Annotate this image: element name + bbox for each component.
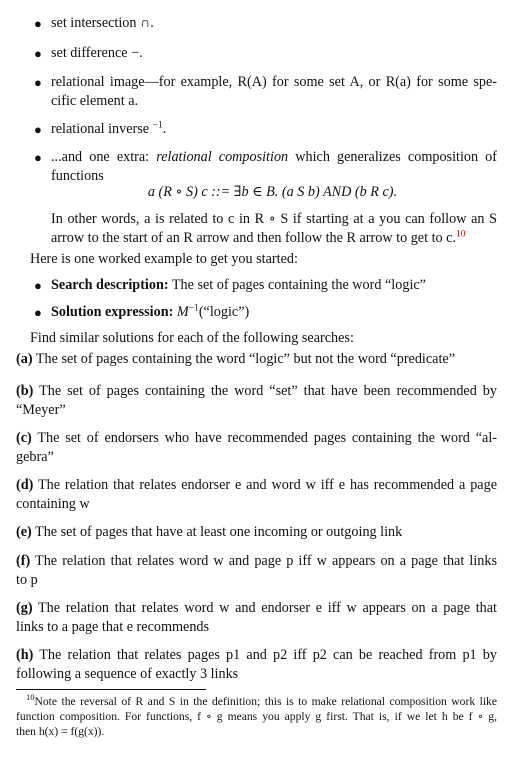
- worked-text: [51, 276, 497, 295]
- worked-label: Search description:: [51, 277, 169, 293]
- problem-label: (h): [16, 647, 34, 663]
- worked-example-intro: Here is one worked example to get you started:: [30, 251, 298, 267]
- problem-item: [16, 599, 497, 618]
- composition-equation: [28, 183, 517, 202]
- worked-value: The set of pages containing the word “logic”: [168, 277, 426, 293]
- bullet-icon: ●: [34, 278, 42, 293]
- bullet-text: set difference −.: [51, 45, 143, 61]
- problem-text: The relation that relates word w and page p iff w appears on a page that links: [30, 553, 497, 569]
- footnote-number: 10: [26, 692, 35, 703]
- worked-value: (“logic”): [198, 304, 250, 320]
- problem-text: The set of pages containing the word “logic” but not the word “predicate”: [32, 351, 456, 367]
- bullet-icon: ●: [34, 305, 42, 320]
- bullet-text-main: relational inverse: [51, 121, 153, 137]
- bullet-text: set intersection ∩.: [51, 15, 154, 31]
- problem-label: (a): [16, 351, 33, 367]
- problem-cont: “Meyer”: [16, 402, 66, 418]
- problem-item: [16, 646, 497, 665]
- bullet-icon: ●: [34, 46, 42, 61]
- problem-text: The set of pages containing the word “set” that have been recommended by: [33, 383, 497, 399]
- worked-superscript: −1: [188, 303, 199, 314]
- explanation-text: arrow to the start of an R arrow and then follow the R arrow to get to c.: [51, 230, 457, 246]
- footnote-text: Note the reversal of R and S in the definition; this is to make relational composition work like: [34, 695, 497, 708]
- problem-text: The relation that relates pages p1 and p2 iff p2 can be reached from p1 by: [33, 647, 497, 663]
- worked-label: Solution expression:: [51, 304, 174, 320]
- footnote-rule: [16, 689, 206, 690]
- footnote: [16, 694, 497, 709]
- problem-text: The relation that relates word w and endorser e iff w appears on a page that: [32, 600, 497, 616]
- bullet-text: [51, 120, 497, 139]
- bullet-icon: ●: [34, 122, 42, 137]
- bullet-text: [51, 148, 497, 167]
- bullet-lead: ...and one extra:: [51, 149, 157, 165]
- bullet-text: relational image—for example, R(A) for some set A, or R(a) for some spe-: [51, 74, 497, 90]
- problem-text: The set of pages that have at least one incoming or outgoing link: [31, 524, 403, 540]
- problem-item: [16, 350, 497, 369]
- problem-label: (e): [16, 524, 32, 540]
- bullet-text-after: .: [162, 121, 167, 137]
- problem-text: The relation that relates endorser e and word w iff e has recommended a page: [33, 477, 497, 493]
- problem-item: [16, 552, 497, 571]
- problem-item: [16, 382, 497, 401]
- explanation-line: [51, 229, 497, 248]
- inverse-superscript: −1: [152, 120, 163, 131]
- problem-label: (c): [16, 430, 32, 446]
- footnote-cont: then h(x) = f(g(x)).: [16, 725, 105, 738]
- bullet-icon: ●: [34, 75, 42, 90]
- bullet-icon: ●: [34, 16, 42, 31]
- problem-item: [16, 523, 497, 542]
- equation-text: a (R ∘ S) c ::= ∃b ∈ B. (a S b) AND (b R c).: [147, 184, 398, 200]
- find-intro: Find similar solutions for each of the following searches:: [30, 330, 354, 346]
- bullet-text-line: functions: [51, 168, 104, 184]
- problem-label: (f): [16, 553, 31, 569]
- problem-label: (g): [16, 600, 33, 616]
- problem-item: [16, 429, 497, 448]
- emphasis-text: relational composition: [156, 149, 289, 165]
- problem-item: [16, 476, 497, 495]
- worked-text: [51, 303, 497, 322]
- problem-cont: gebra”: [16, 449, 54, 465]
- problem-cont: links to a page that e recommends: [16, 619, 210, 635]
- problem-cont: containing w: [16, 496, 90, 512]
- explanation-line: In other words, a is related to c in R ∘ S if starting at a you can follow an S: [51, 211, 497, 227]
- bullet-icon: ●: [34, 150, 42, 165]
- footnote-cont: function composition. For functions, f ∘ g means you apply g first. That is, if we let h be f ∘ g,: [16, 710, 497, 723]
- problem-label: (b): [16, 383, 34, 399]
- bullet-text-line: cific element a.: [51, 93, 139, 109]
- problem-label: (d): [16, 477, 34, 493]
- problem-cont: to p: [16, 572, 38, 588]
- problem-text: The set of endorsers who have recommended pages containing the word “al-: [31, 430, 497, 446]
- worked-math: M: [173, 304, 189, 320]
- problem-cont: following a sequence of exactly 3 links: [16, 666, 239, 682]
- bullet-rest: which generalizes composition of: [288, 149, 498, 165]
- footnote-reference[interactable]: 10: [456, 229, 466, 240]
